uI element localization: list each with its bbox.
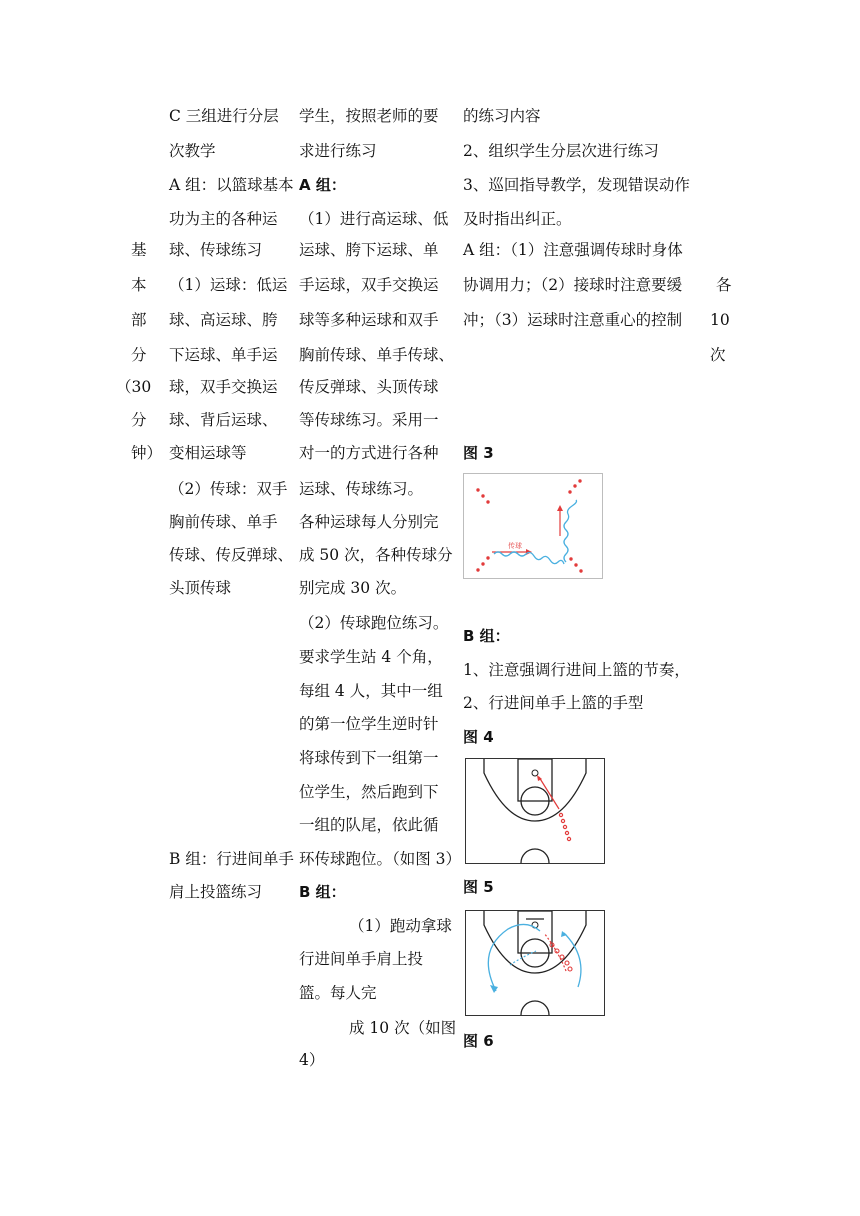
time-line: 各 bbox=[716, 276, 732, 294]
section-label-line: 钟） bbox=[131, 444, 163, 462]
teacher-line: 1、注意强调行进间上篮的节奏， bbox=[463, 661, 690, 679]
content-line: 头顶传球 bbox=[169, 579, 232, 597]
content-line: 传球、传反弹球、 bbox=[169, 546, 294, 564]
student-line: A 组： bbox=[299, 176, 346, 194]
student-line: 每组 4 人，其中一组 bbox=[299, 682, 443, 700]
figure-3-pass-label: 传球 bbox=[508, 542, 522, 550]
content-line: 次教学 bbox=[169, 142, 216, 160]
teacher-line: 的练习内容 bbox=[463, 107, 541, 125]
figure-caption: 图 5 bbox=[463, 878, 494, 896]
figure-6-shooting-court bbox=[465, 910, 605, 1016]
student-line: （1）跑动拿球 bbox=[349, 917, 452, 935]
teacher-line: 及时指出纠正。 bbox=[463, 210, 572, 228]
teacher-line: 2、行进间单手上篮的手型 bbox=[463, 694, 644, 712]
content-line: 下运球、单手运 bbox=[169, 346, 278, 364]
content-line: A 组：以篮球基本 bbox=[169, 176, 294, 194]
content-line: 球、高运球、胯 bbox=[169, 311, 278, 329]
figure-3-passing-drill bbox=[463, 473, 603, 579]
content-line: 球、背后运球、 bbox=[169, 411, 278, 429]
section-label-line: 部 bbox=[131, 311, 147, 329]
student-line: 环传球跑位。（如图 3） bbox=[299, 850, 462, 868]
student-line: 4） bbox=[299, 1051, 325, 1069]
student-line: 运球、胯下运球、单 bbox=[299, 241, 439, 259]
teacher-line: A 组：（1）注意强调传球时身体 bbox=[463, 241, 683, 259]
student-line: 球等多种运球和双手 bbox=[299, 311, 439, 329]
student-line: 的第一位学生逆时针 bbox=[299, 715, 439, 733]
student-line: （2）传球跑位练习。 bbox=[299, 614, 449, 632]
student-line: 手运球，双手交换运 bbox=[299, 276, 439, 294]
content-line: C 三组进行分层 bbox=[169, 107, 279, 125]
figure-caption: 图 6 bbox=[463, 1032, 494, 1050]
time-line: 次 bbox=[710, 346, 726, 364]
teacher-line: 3、巡回指导教学，发现错误动作 bbox=[463, 176, 690, 194]
content-line: 功为主的各种运 bbox=[169, 210, 278, 228]
student-line: 对一的方式进行各种 bbox=[299, 444, 439, 462]
student-line: 篮。每人完 bbox=[299, 984, 377, 1002]
section-label-line: 本 bbox=[131, 276, 147, 294]
content-line: 胸前传球、单手 bbox=[169, 513, 278, 531]
time-line: 10 bbox=[710, 311, 730, 329]
student-line: （1）进行高运球、低 bbox=[299, 210, 449, 228]
student-line: 传反弹球、头顶传球 bbox=[299, 378, 439, 396]
figure-5-layup-court bbox=[465, 758, 605, 864]
student-line: 位学生，然后跑到下 bbox=[299, 783, 439, 801]
student-line: 别完成 30 次。 bbox=[299, 579, 407, 597]
content-line: 球，双手交换运 bbox=[169, 378, 278, 396]
figure-caption: 图 4 bbox=[463, 728, 494, 746]
teacher-line: 冲；（3）运球时注意重心的控制 bbox=[463, 311, 683, 329]
student-line: 成 50 次，各种传球分 bbox=[299, 546, 453, 564]
section-label-line: 分 bbox=[131, 346, 147, 364]
section-label-line: （30 bbox=[116, 378, 152, 396]
student-line: 运球、传球练习。 bbox=[299, 480, 424, 498]
figure-caption: 图 3 bbox=[463, 444, 494, 462]
student-line: 成 10 次（如图 bbox=[349, 1019, 457, 1037]
teacher-line: 协调用力；（2）接球时注意要缓 bbox=[463, 276, 683, 294]
content-line: 球、传球练习 bbox=[169, 241, 263, 259]
student-line: 胸前传球、单手传球、 bbox=[299, 346, 455, 364]
student-line: 各种运球每人分别完 bbox=[299, 513, 439, 531]
content-line: 变相运球等 bbox=[169, 444, 247, 462]
student-line: 行进间单手肩上投 bbox=[299, 950, 424, 968]
student-line: B 组： bbox=[299, 883, 346, 901]
teacher-line: B 组： bbox=[463, 627, 510, 645]
section-label-line: 分 bbox=[131, 411, 147, 429]
teacher-line: 2、组织学生分层次进行练习 bbox=[463, 142, 659, 160]
student-line: 一组的队尾，依此循 bbox=[299, 816, 439, 834]
student-line: 要求学生站 4 个角， bbox=[299, 648, 443, 666]
student-line: 将球传到下一组第一 bbox=[299, 749, 439, 767]
student-line: 学生，按照老师的要 bbox=[299, 107, 439, 125]
student-line: 求进行练习 bbox=[299, 142, 377, 160]
content-line: B 组：行进间单手 bbox=[169, 850, 294, 868]
student-line: 等传球练习。采用一 bbox=[299, 411, 439, 429]
section-label-line: 基 bbox=[131, 241, 147, 259]
content-line: 肩上投篮练习 bbox=[169, 883, 263, 901]
content-line: （1）运球：低运 bbox=[169, 276, 288, 294]
content-line: （2）传球：双手 bbox=[169, 480, 288, 498]
